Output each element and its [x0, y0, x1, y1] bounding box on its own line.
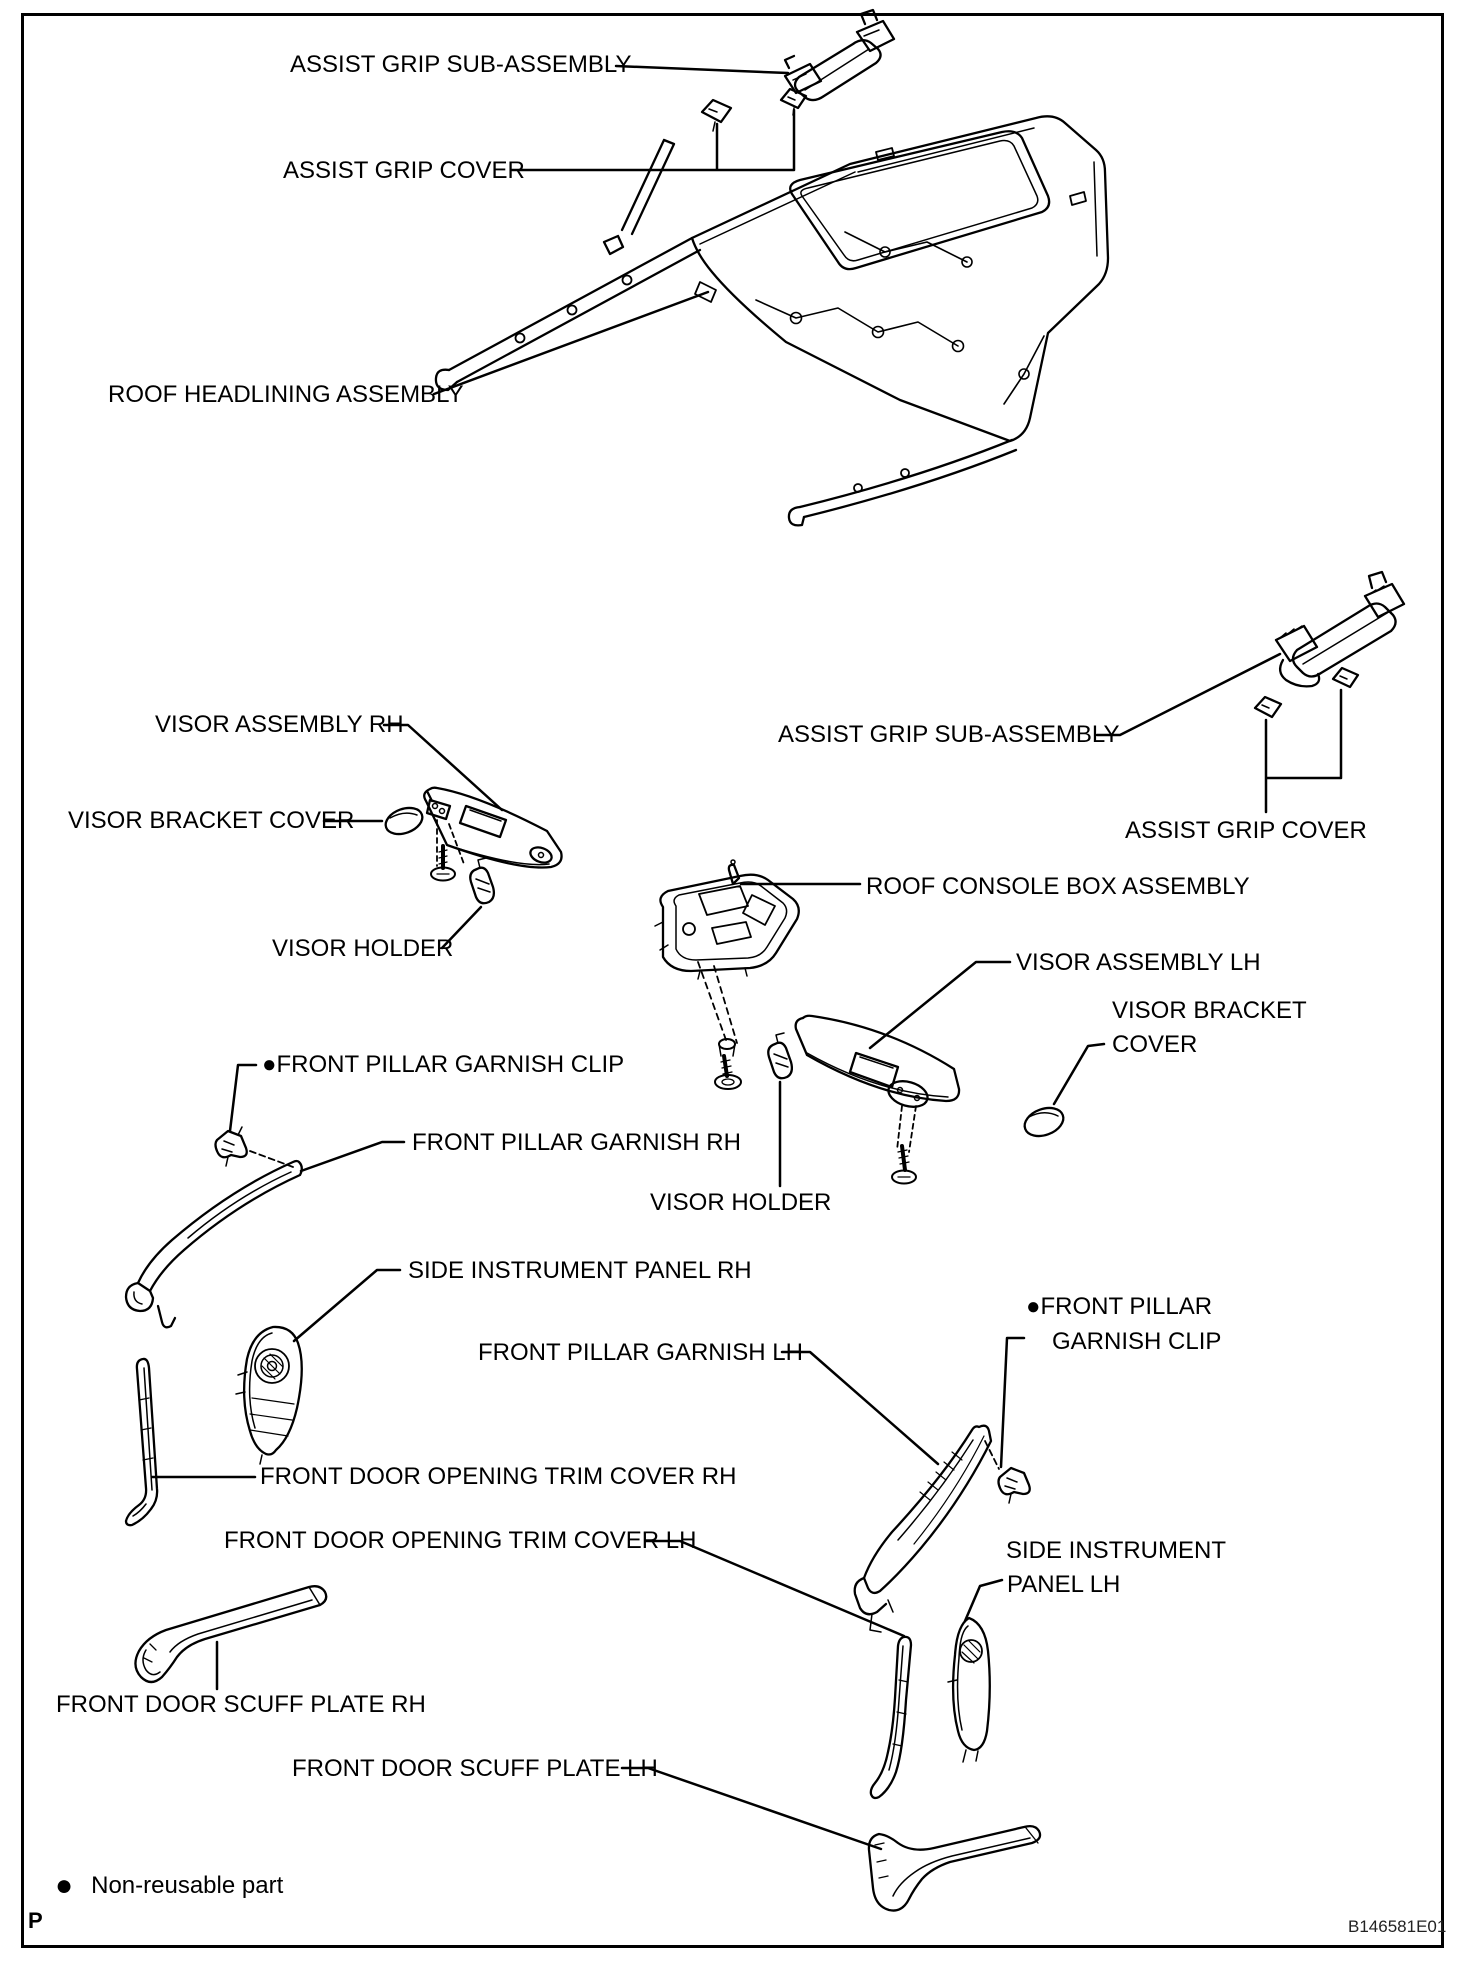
front-pillar-garnish-rh-drawing [126, 1161, 302, 1327]
part-label-roof-console-box-assembly: ROOF CONSOLE BOX ASSEMBLY [866, 873, 1250, 900]
leader-visor-assembly-lh [870, 962, 1010, 1048]
roof-headlining-assembly-drawing [436, 116, 1108, 525]
visor-assembly-lh-drawing [796, 1016, 959, 1152]
visor-bracket-cover-right-drawing [1021, 1103, 1067, 1141]
part-label-front-pillar-garnish-clip-right-line1: ●FRONT PILLAR [1026, 1293, 1213, 1320]
part-label-front-door-scuff-plate-lh: FRONT DOOR SCUFF PLATE LH [292, 1755, 658, 1782]
front-door-opening-trim-cover-rh-drawing [126, 1359, 157, 1525]
part-label-visor-holder-right: VISOR HOLDER [650, 1189, 832, 1216]
part-label-front-door-scuff-plate-rh: FRONT DOOR SCUFF PLATE RH [56, 1691, 426, 1718]
part-label-assist-grip-sub-assembly-top: ASSIST GRIP SUB-ASSEMBLY [290, 51, 632, 78]
part-label-visor-assembly-rh: VISOR ASSEMBLY RH [155, 711, 404, 738]
leader-assist-grip-sub-top [616, 66, 788, 73]
front-door-scuff-plate-lh-drawing [869, 1826, 1040, 1910]
part-label-side-instrument-panel-rh: SIDE INSTRUMENT PANEL RH [408, 1257, 752, 1284]
non-reusable-bullet-icon: ● [55, 1869, 74, 1902]
leader-scuff-plate-lh [622, 1768, 881, 1849]
part-label-front-pillar-garnish-clip-right-line2: GARNISH CLIP [1052, 1328, 1222, 1355]
leader-pillar-garnish-lh [782, 1352, 938, 1464]
figure-code: B146581E01 [1348, 1917, 1447, 1936]
leader-pillar-clip-left [230, 1065, 256, 1131]
part-label-front-pillar-garnish-clip-left: ●FRONT PILLAR GARNISH CLIP [262, 1051, 625, 1078]
front-door-scuff-plate-rh-drawing [135, 1586, 326, 1682]
page-marker: P [28, 1908, 43, 1933]
console-screw [715, 1039, 741, 1089]
leader-pillar-clip-right [1001, 1338, 1024, 1467]
legend-non-reusable [55, 1869, 284, 1902]
visor-bracket-cover-left-drawing [382, 803, 426, 839]
part-label-assist-grip-sub-assembly-right: ASSIST GRIP SUB-ASSEMBLY [778, 721, 1120, 748]
front-door-opening-trim-cover-lh-drawing [871, 1637, 911, 1798]
leader-side-panel-lh [965, 1580, 1002, 1621]
part-label-visor-bracket-cover-right-line2: COVER [1112, 1031, 1198, 1058]
front-pillar-garnish-clip-left-drawing [216, 1127, 294, 1167]
part-label-front-door-opening-trim-cover-lh: FRONT DOOR OPENING TRIM COVER LH [224, 1527, 697, 1554]
part-label-assist-grip-cover-right: ASSIST GRIP COVER [1125, 817, 1367, 844]
leader-visor-bracket-cover-right [1054, 1044, 1104, 1104]
leader-pillar-garnish-rh [301, 1142, 404, 1171]
visor-screw-lh [892, 1146, 916, 1184]
visor-holder-left-drawing [470, 858, 494, 903]
part-label-visor-bracket-cover-right-line1: VISOR BRACKET [1112, 997, 1307, 1024]
front-pillar-garnish-clip-right-drawing [999, 1468, 1030, 1503]
part-label-front-pillar-garnish-rh: FRONT PILLAR GARNISH RH [412, 1129, 741, 1156]
part-label-front-door-opening-trim-cover-rh: FRONT DOOR OPENING TRIM COVER RH [260, 1463, 737, 1490]
legend-text: Non-reusable part [91, 1872, 284, 1899]
leader-side-panel-rh [294, 1270, 400, 1341]
part-label-side-instrument-panel-lh-line2: PANEL LH [1007, 1571, 1121, 1598]
part-label-visor-bracket-cover-left: VISOR BRACKET COVER [68, 807, 355, 834]
side-instrument-panel-lh-drawing [948, 1618, 990, 1762]
front-pillar-garnish-lh-drawing [855, 1426, 999, 1632]
visor-holder-right-drawing [768, 1033, 792, 1078]
leader-assist-grip-sub-right [1097, 654, 1280, 735]
visor-screw-rh [431, 846, 455, 881]
side-instrument-panel-rh-drawing [236, 1327, 302, 1464]
part-label-roof-headlining-assembly: ROOF HEADLINING ASSEMBLY [108, 381, 464, 408]
part-label-side-instrument-panel-lh-line1: SIDE INSTRUMENT [1006, 1537, 1227, 1564]
part-label-front-pillar-garnish-lh: FRONT PILLAR GARNISH LH [478, 1339, 803, 1366]
assist-grip-sub-assembly-top-drawing [785, 10, 894, 100]
part-label-visor-holder-left: VISOR HOLDER [272, 935, 454, 962]
leader-trim-cover-lh [646, 1541, 904, 1636]
part-label-visor-assembly-lh: VISOR ASSEMBLY LH [1016, 949, 1261, 976]
roof-console-box-drawing [655, 860, 799, 1043]
part-label-assist-grip-cover-top: ASSIST GRIP COVER [283, 157, 525, 184]
leader-roof-headlining [434, 292, 708, 394]
